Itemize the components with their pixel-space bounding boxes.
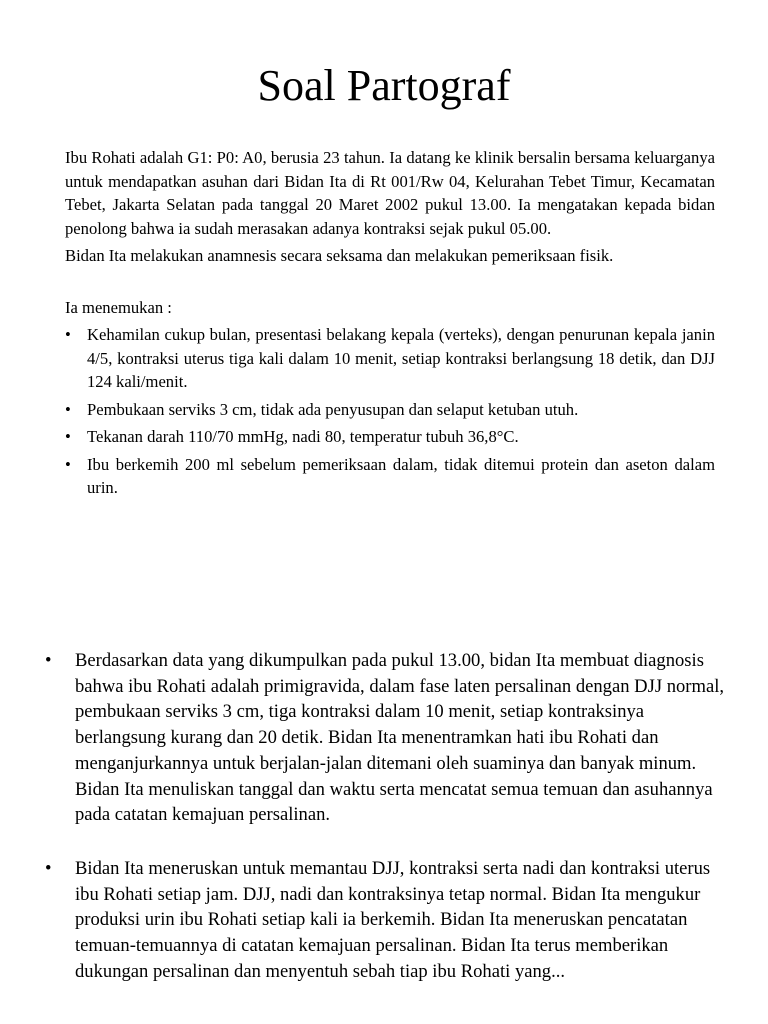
page-title: Soal Partograf: [257, 61, 511, 110]
bullet-icon: •: [65, 427, 71, 446]
follow-up-item-text: Berdasarkan data yang dikumpulkan pada pukul 13.00, bidan Ita membuat diagnosis bahwa ibu Rohati adalah primigravida, dalam fase laten persalinan dengan DJJ normal, pembukaan serviks 3 cm, tiga kontraksi dalam 10 menit, setiap kontraksinya berlangsung kurang dan 20 detik. Bidan Ita menentramkan hati ibu Rohati dan menganjurkannya untuk berjalan-jalan ditemani oleh suaminya dan banyak minum. Bidan Ita menuliskan tanggal dan waktu serta mencatat semua temuan dan asuhannya pada catatan kemajuan persalinan.: [75, 650, 725, 826]
bullet-icon: •: [45, 857, 52, 879]
findings-list: [65, 323, 715, 500]
findings-item-text: Pembukaan serviks 3 cm, tidak ada penyusupan dan selaput ketuban utuh.: [87, 399, 579, 419]
case-intro: [65, 146, 715, 504]
findings-item-text: Tekanan darah 110/70 mmHg, nadi 80, temperatur tubuh 36,8°C.: [87, 427, 519, 446]
case-description: Ibu Rohati adalah G1: P0: A0, berusia 23 tahun. Ia datang ke klinik bersalin bersama keluarganya untuk mendapatkan asuhan dari Bidan Ita di Rt 001/Rw 04, Kelurahan Tebet Timur, Kecamatan Tebet, Jakarta Selatan pada tanggal 20 Maret 2002 pukul 13.00. Ia mengatakan kepada bidan penolong bahwa ia sudah merasakan adanya kontraksi sejak pukul 05.00.: [65, 148, 715, 238]
follow-up-section: [45, 648, 725, 984]
findings-item-text: Ibu berkemih 200 ml sebelum pemeriksaan dalam, tidak ditemui protein dan aseton dalam urin.: [87, 454, 715, 497]
follow-up-item-text: Bidan Ita meneruskan untuk memantau DJJ, kontraksi serta nadi dan kontraksi uterus ibu Rohati setiap jam. DJJ, nadi dan kontraksinya tetap normal. Bidan Ita mengukur produksi urin ibu Rohati setiap kali ia berkemih. Bidan Ita meneruskan pencatatan temuan-temuannya di catatan kemajuan persalinan. Bidan Ita terus memberikan dukungan persalinan dan menyentuh sebah tiap ibu Rohati yang...: [75, 857, 711, 982]
findings-heading: Ia menemukan :: [65, 297, 172, 317]
bullet-icon: •: [65, 325, 71, 344]
findings-item: [65, 323, 715, 394]
findings-item: [65, 453, 715, 500]
anamnesis-note: Bidan Ita melakukan anamnesis secara seksama dan melakukan pemeriksaan fisik.: [65, 246, 614, 265]
bullet-icon: •: [65, 454, 71, 474]
bullet-icon: •: [45, 650, 52, 671]
findings-item: [65, 398, 715, 422]
follow-up-item: [45, 856, 725, 985]
findings-item-text: Kehamilan cukup bulan, presentasi belakang kepala (verteks), dengan penurunan kepala janin 4/5, kontraksi uterus tiga kali dalam 10 menit, setiap kontraksi berlangsung 18 detik, dan DJJ 124 kali/menit.: [87, 325, 715, 391]
follow-up-item: [45, 648, 725, 828]
bullet-icon: •: [65, 399, 71, 419]
findings-item: [65, 425, 715, 449]
